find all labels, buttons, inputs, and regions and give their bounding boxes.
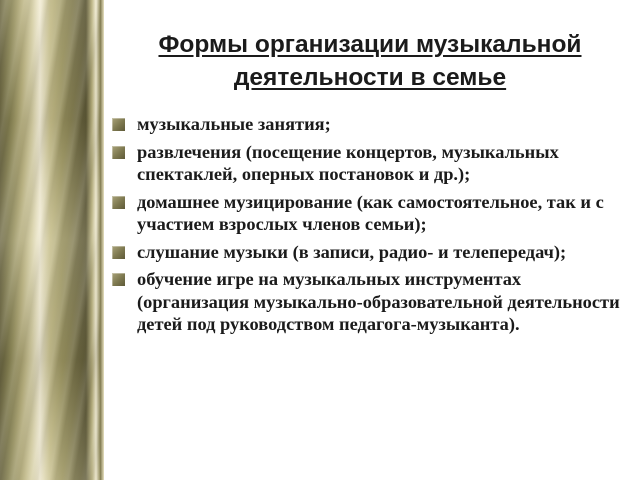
square-bullet-icon (112, 196, 125, 209)
list-item-text: развлечения (посещение концертов, музыкальных спектаклей, оперных постановок и др.); (137, 141, 559, 184)
list-item-text: музыкальные занятия; (137, 114, 331, 134)
square-bullet-icon (112, 246, 125, 259)
decorative-left-band-edge (100, 0, 104, 480)
bullet-list (112, 113, 624, 336)
list-item-text: обучение игре на музыкальных инструментах (организация музыкально-образовательной деятельности детей под руководством педагога-музыканта). (137, 269, 620, 334)
decorative-left-band-shade (0, 0, 100, 480)
list-item (112, 191, 624, 236)
slide-content (112, 113, 624, 341)
square-bullet-icon (112, 146, 125, 159)
list-item (112, 268, 624, 336)
list-item (112, 141, 624, 186)
list-item (112, 113, 624, 136)
square-bullet-icon (112, 118, 125, 131)
list-item-text: домашнее музицирование (как самостоятельное, так и с участием взрослых членов семьи); (137, 191, 604, 234)
list-item-text: слушание музыки (в записи, радио- и телепередач); (137, 241, 567, 262)
list-item (112, 241, 624, 264)
square-bullet-icon (112, 273, 125, 286)
slide-title: Формы организации музыкальной деятельности в семье (158, 31, 582, 91)
